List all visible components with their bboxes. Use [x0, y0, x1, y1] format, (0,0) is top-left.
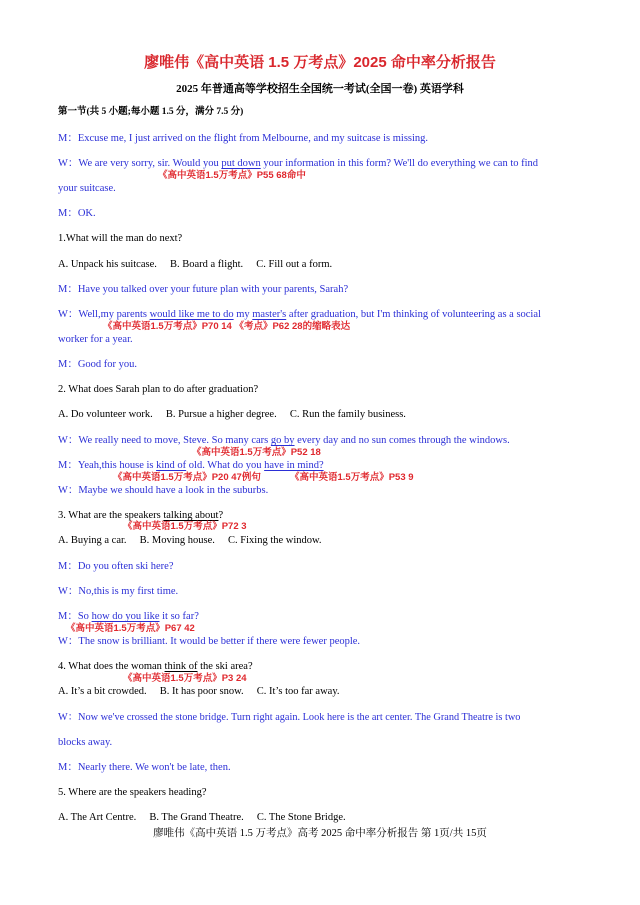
highlighted-phrase: master's	[252, 309, 287, 320]
exam-subtitle: 2025 年普通高等学校招生全国统一考试(全国一卷) 英语学科	[176, 83, 464, 95]
section-heading: 第一节(共 5 小题;每小题 1.5 分，满分 7.5 分)	[58, 107, 244, 117]
hit-annotation: 《高中英语1.5万考点》P20 47例句	[113, 472, 261, 483]
question: 5. Where are the speakers heading?	[58, 787, 207, 798]
dialogue-line: W：Now we've crossed the stone bridge. Turn right again. Look here is the art center. The Grand Theatre is two	[58, 712, 521, 723]
highlighted-phrase: talking about	[163, 510, 219, 521]
answer-options: A. Do volunteer work. B. Pursue a higher degree. C. Run the family business.	[58, 409, 406, 420]
answer-options: A. It’s a bit crowded. B. It has poor snow. C. It’s too far away.	[58, 686, 340, 697]
highlighted-phrase: how do you like	[91, 611, 160, 622]
hit-annotation: 《高中英语1.5万考点》P70 14 《考点》P62 28的缩略表达	[103, 321, 351, 332]
answer-options: A. Unpack his suitcase. B. Board a flight. C. Fill out a form.	[58, 259, 333, 270]
dialogue-line: W：The snow is brilliant. It would be better if there were fewer people.	[58, 636, 361, 647]
hit-annotation: 《高中英语1.5万考点》P52 18	[192, 447, 321, 458]
dialogue-line	[58, 157, 538, 170]
dialogue-line: M：Good for you.	[58, 359, 138, 370]
dialogue-line: W：Maybe we should have a look in the suburbs.	[58, 485, 269, 496]
dialogue-line: M：Nearly there. We won't be late, then.	[58, 762, 231, 773]
dialogue-text: M：So	[58, 611, 92, 622]
dialogue-text: W：We are very sorry, sir. Would you	[58, 158, 222, 169]
highlighted-phrase: have in mind?	[264, 460, 324, 471]
question: 2. What does Sarah plan to do after graduation?	[58, 384, 259, 395]
dialogue-text: W：Well,my parents	[58, 309, 150, 320]
dialogue-line	[58, 308, 541, 321]
dialogue-text: M：Yeah,this house is	[58, 460, 157, 471]
dialogue-text: your information in this form? We'll do everything we can to find	[260, 158, 539, 169]
page-footer: 廖唯伟《高中英语 1.5 万考点》高考 2025 命中率分析报告 第 1页/共 15页	[153, 828, 487, 839]
hit-annotation: 《高中英语1.5万考点》P3 24	[123, 673, 247, 684]
highlighted-phrase: go by	[270, 435, 295, 446]
report-title: 廖唯伟《高中英语 1.5 万考点》2025 命中率分析报告	[144, 54, 496, 71]
highlighted-phrase: think of	[164, 661, 198, 672]
dialogue-line: blocks away.	[58, 737, 113, 748]
answer-options: A. The Art Centre. B. The Grand Theatre. C. The Stone Bridge.	[58, 812, 346, 823]
dialogue-text: every day and no sun comes through the windows.	[294, 435, 510, 446]
dialogue-line	[58, 459, 324, 472]
highlighted-phrase: put down	[221, 158, 261, 169]
dialogue-line: M：OK.	[58, 208, 96, 219]
question-text: the ski area?	[197, 661, 253, 672]
dialogue-line	[58, 434, 510, 447]
question	[58, 660, 253, 673]
dialogue-line: M：Excuse me, I just arrived on the flight from Melbourne, and my suitcase is missing.	[58, 133, 429, 144]
dialogue-line: M：Do you often ski here?	[58, 561, 174, 572]
highlighted-phrase: kind of	[156, 460, 187, 471]
hit-annotation: 《高中英语1.5万考点》P55 68命中	[158, 170, 306, 181]
hit-annotation: 《高中英语1.5万考点》P67 42	[66, 623, 195, 634]
dialogue-line	[58, 610, 199, 623]
dialogue-line: W：No,this is my first time.	[58, 586, 179, 597]
dialogue-text: my	[233, 309, 253, 320]
dialogue-text: after graduation, but I'm thinking of volunteering as a social	[286, 309, 541, 320]
dialogue-text: old. What do you	[186, 460, 265, 471]
dialogue-line: your suitcase.	[58, 183, 116, 194]
highlighted-phrase: would like me to do	[149, 309, 234, 320]
hit-annotation: 《高中英语1.5万考点》P72 3	[123, 521, 247, 532]
question-text: 3. What are the speakers	[58, 510, 164, 521]
answer-options: A. Buying a car. B. Moving house. C. Fixing the window.	[58, 535, 322, 546]
dialogue-text: W：We really need to move, Steve. So many cars	[58, 435, 271, 446]
question: 1.What will the man do next?	[58, 233, 183, 244]
dialogue-line: M：Have you talked over your future plan with your parents, Sarah?	[58, 284, 349, 295]
hit-annotation: 《高中英语1.5万考点》P53 9	[290, 472, 414, 483]
question-text: ?	[218, 510, 224, 521]
dialogue-line: worker for a year.	[58, 334, 133, 345]
dialogue-text: it so far?	[159, 611, 199, 622]
question-text: 4. What does the woman	[58, 661, 165, 672]
